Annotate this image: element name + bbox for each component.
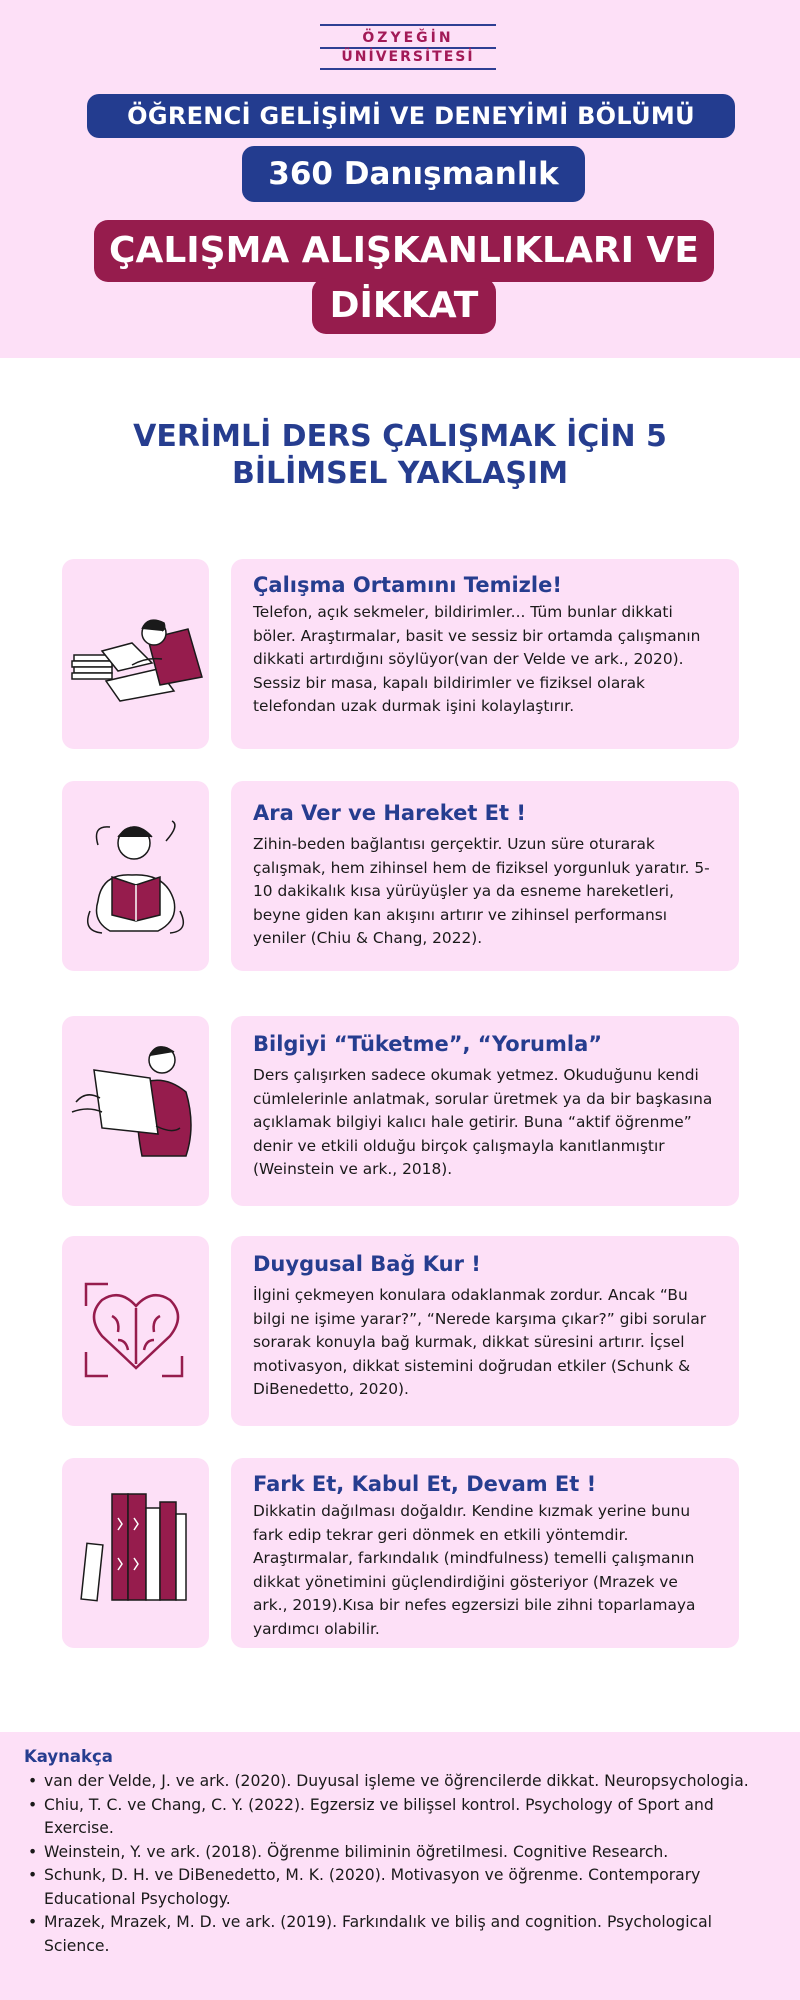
- card-2: [231, 781, 739, 971]
- person-studying-desk-icon: [62, 559, 209, 749]
- topic-title-line-2: DİKKAT: [312, 278, 496, 334]
- card-5-illustration: [62, 1458, 209, 1648]
- reference-item: • van der Velde, J. ve ark. (2020). Duyusal işleme ve öğrencilerde dikkat. Neuropsychologia.: [24, 1770, 776, 1794]
- card-4-body: İlgini çekmeyen konulara odaklanmak zordur. Ancak “Bu bilgi ne işime yarar?”, “Nerede karşıma çıkar?” gibi sorular sorarak konuyla bağ kurmak, dikkat süresini artırır. İçsel motivasyon, dikkat sistemini doğrudan etkiler (Schunk & DiBenedetto, 2020).: [253, 1286, 707, 1398]
- main-title-line-2: BİLİMSEL YAKLAŞIM: [231, 456, 569, 491]
- card-2-illustration: [62, 781, 209, 971]
- card-5-title: Fark Et, Kabul Et, Devam Et !: [253, 1472, 597, 1496]
- references-section: [0, 1732, 800, 2000]
- reference-item: • Schunk, D. H. ve DiBenedetto, M. K. (2020). Motivasyon ve öğrenme. Contemporary Educational Psychology.: [24, 1864, 776, 1911]
- card-4: [231, 1236, 739, 1426]
- references-list: [24, 1770, 776, 1958]
- card-1-illustration: [62, 559, 209, 749]
- reference-item: • Chiu, T. C. ve Chang, C. Y. (2022). Egzersiz ve bilişsel kontrol. Psychology of Sport and Exercise.: [24, 1794, 776, 1841]
- card-4-title: Duygusal Bağ Kur !: [253, 1252, 481, 1276]
- main-title: [60, 418, 740, 492]
- header-banner: [0, 0, 800, 358]
- topic-title-line-1: ÇALIŞMA ALIŞKANLIKLARI VE: [94, 220, 714, 282]
- books-stack-icon: [62, 1458, 209, 1648]
- department-label: ÖĞRENCİ GELİŞİMİ VE DENEYİMİ BÖLÜMÜ: [87, 94, 735, 138]
- card-3-illustration: [62, 1016, 209, 1206]
- card-1-title: Çalışma Ortamını Temizle!: [253, 573, 562, 597]
- card-3: [231, 1016, 739, 1206]
- logo-line-1: ÖZYEĞİN: [362, 30, 454, 46]
- girl-reading-book-icon: [62, 781, 209, 971]
- university-logo: [320, 24, 496, 76]
- card-2-body: Zihin-beden bağlantısı gerçektir. Uzun süre oturarak çalışmak, hem zihinsel hem de fiziksel yorgunluk yaratır. 5-10 dakikalık kısa yürüyüşler ya da esneme hareketleri, beyne giden kan akışını artırır ve zihinsel performansı yeniler (Chiu & Chang, 2022).: [253, 835, 710, 947]
- card-1: [231, 559, 739, 749]
- references-title: Kaynakça: [24, 1747, 113, 1766]
- card-3-body: Ders çalışırken sadece okumak yetmez. Okuduğunu kendi cümlelerinle anlatmak, sorular üretmek ya da bir başkasına açıklamak bilgiyi kalıcı hale getirir. Buna “aktif öğrenme” denir ve etkili olduğu birçok çalışmayla kanıtlanmıştır (Weinstein ve ark., 2018).: [253, 1066, 713, 1178]
- main-title-line-1: VERİMLİ DERS ÇALIŞMAK İÇİN 5: [133, 419, 667, 454]
- logo-line-2: ÜNİVERSİTESİ: [341, 49, 475, 65]
- brain-heart-icon: [62, 1236, 209, 1426]
- card-2-title: Ara Ver ve Hareket Et !: [253, 801, 526, 825]
- person-reading-paper-icon: [62, 1016, 209, 1206]
- card-4-illustration: [62, 1236, 209, 1426]
- program-label: 360 Danışmanlık: [242, 146, 585, 202]
- reference-item: • Weinstein, Y. ve ark. (2018). Öğrenme biliminin öğretilmesi. Cognitive Research.: [24, 1841, 776, 1865]
- card-1-body: Telefon, açık sekmeler, bildirimler... Tüm bunlar dikkati böler. Araştırmalar, basit ve sessiz bir ortamda çalışmanın dikkati artırdığını söylüyor(van der Velde ve ark., 2020). Sessiz bir masa, kapalı bildirimler ve fiziksel olarak telefondan uzak durmak işini kolaylaştırır.: [253, 603, 701, 715]
- card-3-title: Bilgiyi “Tüketme”, “Yorumla”: [253, 1032, 603, 1056]
- reference-item: • Mrazek, Mrazek, M. D. ve ark. (2019). Farkındalık ve biliş and cognition. Psychological Science.: [24, 1911, 776, 1958]
- card-5-body: Dikkatin dağılması doğaldır. Kendine kızmak yerine bunu fark edip tekrar geri dönmek en etkili yöntemdir. Araştırmalar, farkındalık (mindfulness) temelli çalışmanın dikkat yönetimini güçlendirdiğini gösteriyor (Mrazek ve ark., 2019).Kısa bir nefes egzersizi bile zihni toparlamaya yardımcı olabilir.: [253, 1502, 696, 1638]
- card-5: [231, 1458, 739, 1648]
